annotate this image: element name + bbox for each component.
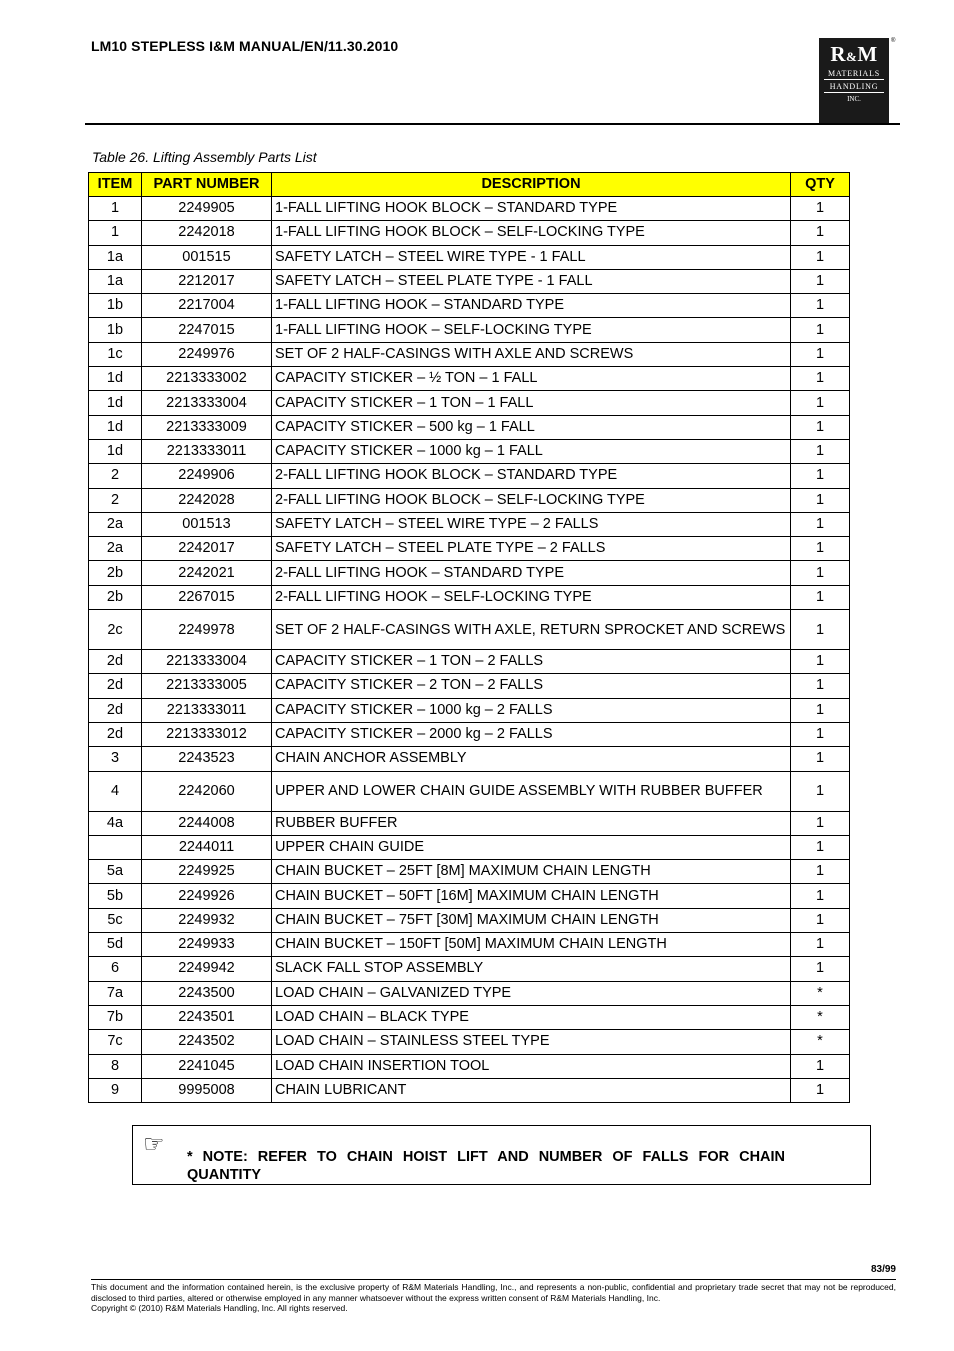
logo-handling: HANDLING	[829, 82, 879, 91]
table-row	[89, 1054, 850, 1078]
qty-cell: 1	[791, 650, 850, 674]
part-number-cell: 2243501	[142, 1005, 272, 1029]
part-number-cell: 2213333002	[142, 367, 272, 391]
qty-cell: 1	[791, 415, 850, 439]
item-cell: 4	[89, 771, 142, 811]
part-number-cell: 2243502	[142, 1030, 272, 1054]
description-cell: 1-FALL LIFTING HOOK BLOCK – SELF-LOCKING TYPE	[272, 221, 791, 245]
part-number-cell: 9995008	[142, 1078, 272, 1102]
table-row	[89, 835, 850, 859]
page-number: 83/99	[870, 1264, 896, 1275]
part-number-cell: 2242017	[142, 537, 272, 561]
table-row	[89, 464, 850, 488]
qty-cell: 1	[791, 512, 850, 536]
qty-cell: 1	[791, 1078, 850, 1102]
note-text-continued: QUANTITY	[187, 1167, 262, 1183]
description-cell: 1-FALL LIFTING HOOK BLOCK – STANDARD TYPE	[272, 197, 791, 221]
part-number-cell: 2244011	[142, 835, 272, 859]
table-row	[89, 981, 850, 1005]
item-cell: 8	[89, 1054, 142, 1078]
logo-inc: INC.	[847, 95, 861, 103]
item-cell: 7a	[89, 981, 142, 1005]
part-number-cell: 2213333005	[142, 674, 272, 698]
description-cell: 1-FALL LIFTING HOOK – STANDARD TYPE	[272, 294, 791, 318]
part-number-cell: 2242018	[142, 221, 272, 245]
description-cell: SET OF 2 HALF-CASINGS WITH AXLE AND SCREWS	[272, 342, 791, 366]
table-row	[89, 1005, 850, 1029]
table-row	[89, 561, 850, 585]
description-cell: CAPACITY STICKER – 1000 kg – 1 FALL	[272, 439, 791, 463]
part-number-cell: 001513	[142, 512, 272, 536]
item-cell: 2d	[89, 674, 142, 698]
item-cell: 3	[89, 747, 142, 771]
item-cell: 2b	[89, 561, 142, 585]
table-row	[89, 367, 850, 391]
table-row	[89, 933, 850, 957]
description-cell: SET OF 2 HALF-CASINGS WITH AXLE, RETURN SPROCKET AND SCREWS	[272, 610, 791, 650]
header-item: ITEM	[89, 173, 142, 197]
table-row	[89, 1078, 850, 1102]
table-row	[89, 197, 850, 221]
note-text: * NOTE: REFER TO CHAIN HOIST LIFT AND NUMBER OF FALLS FOR CHAIN	[187, 1149, 786, 1165]
description-cell: SAFETY LATCH – STEEL PLATE TYPE - 1 FALL	[272, 269, 791, 293]
header-part-number: PART NUMBER	[142, 173, 272, 197]
table-row	[89, 269, 850, 293]
part-number-cell: 2212017	[142, 269, 272, 293]
item-cell: 2a	[89, 537, 142, 561]
item-cell: 4a	[89, 811, 142, 835]
table-row	[89, 318, 850, 342]
qty-cell: 1	[791, 342, 850, 366]
item-cell: 2	[89, 488, 142, 512]
description-cell: LOAD CHAIN – GALVANIZED TYPE	[272, 981, 791, 1005]
description-cell: CHAIN BUCKET – 50FT [16M] MAXIMUM CHAIN LENGTH	[272, 884, 791, 908]
part-number-cell: 2242060	[142, 771, 272, 811]
qty-cell: 1	[791, 674, 850, 698]
qty-cell: *	[791, 981, 850, 1005]
table-row	[89, 391, 850, 415]
legal-footer	[91, 1282, 896, 1314]
part-number-cell: 2247015	[142, 318, 272, 342]
description-cell: CAPACITY STICKER – 500 kg – 1 FALL	[272, 415, 791, 439]
part-number-cell: 001515	[142, 245, 272, 269]
description-cell: CAPACITY STICKER – 1 TON – 1 FALL	[272, 391, 791, 415]
item-cell: 1d	[89, 439, 142, 463]
item-cell: 2b	[89, 585, 142, 609]
item-cell: 1a	[89, 269, 142, 293]
description-cell: CHAIN LUBRICANT	[272, 1078, 791, 1102]
table-row	[89, 811, 850, 835]
qty-cell: 1	[791, 464, 850, 488]
part-number-cell: 2267015	[142, 585, 272, 609]
rm-logo	[819, 38, 889, 123]
item-cell: 2c	[89, 610, 142, 650]
qty-cell: 1	[791, 747, 850, 771]
qty-cell: 1	[791, 957, 850, 981]
part-number-cell: 2249933	[142, 933, 272, 957]
description-cell: CHAIN BUCKET – 75FT [30M] MAXIMUM CHAIN LENGTH	[272, 908, 791, 932]
description-cell: RUBBER BUFFER	[272, 811, 791, 835]
table-row	[89, 245, 850, 269]
part-number-cell: 2243500	[142, 981, 272, 1005]
item-cell: 1d	[89, 415, 142, 439]
header-qty: QTY	[791, 173, 850, 197]
table-row	[89, 342, 850, 366]
description-cell: UPPER CHAIN GUIDE	[272, 835, 791, 859]
table-row	[89, 698, 850, 722]
qty-cell: 1	[791, 488, 850, 512]
parts-table	[88, 172, 850, 1103]
table-row	[89, 439, 850, 463]
item-cell: 5b	[89, 884, 142, 908]
qty-cell: 1	[791, 269, 850, 293]
table-row	[89, 650, 850, 674]
description-cell: CHAIN BUCKET – 150FT [50M] MAXIMUM CHAIN LENGTH	[272, 933, 791, 957]
table-row	[89, 908, 850, 932]
qty-cell: 1	[791, 318, 850, 342]
part-number-cell: 2249925	[142, 860, 272, 884]
description-cell: SAFETY LATCH – STEEL PLATE TYPE – 2 FALLS	[272, 537, 791, 561]
description-cell: LOAD CHAIN INSERTION TOOL	[272, 1054, 791, 1078]
part-number-cell: 2249976	[142, 342, 272, 366]
item-cell: 1a	[89, 245, 142, 269]
description-cell: LOAD CHAIN – BLACK TYPE	[272, 1005, 791, 1029]
table-row	[89, 221, 850, 245]
description-cell: 2-FALL LIFTING HOOK – SELF-LOCKING TYPE	[272, 585, 791, 609]
note-box	[132, 1125, 871, 1185]
description-cell: UPPER AND LOWER CHAIN GUIDE ASSEMBLY WITH RUBBER BUFFER	[272, 771, 791, 811]
logo-mark: R&M	[830, 42, 878, 66]
copyright-notice: Copyright © (2010) R&M Materials Handling, Inc. All rights reserved.	[91, 1303, 348, 1313]
description-cell: CAPACITY STICKER – 2 TON – 2 FALLS	[272, 674, 791, 698]
table-row	[89, 884, 850, 908]
description-cell: SLACK FALL STOP ASSEMBLY	[272, 957, 791, 981]
footer-divider	[91, 1279, 896, 1280]
table-row	[89, 771, 850, 811]
registered-mark: ®	[891, 38, 896, 44]
parts-table-body	[89, 197, 850, 1103]
item-cell: 1c	[89, 342, 142, 366]
item-cell: 1b	[89, 294, 142, 318]
document-title: LM10 STEPLESS I&M MANUAL/EN/11.30.2010	[91, 38, 399, 54]
qty-cell: 1	[791, 294, 850, 318]
logo-materials: MATERIALS	[827, 69, 881, 78]
qty-cell: 1	[791, 245, 850, 269]
item-cell: 9	[89, 1078, 142, 1102]
qty-cell: 1	[791, 835, 850, 859]
description-cell: 1-FALL LIFTING HOOK – SELF-LOCKING TYPE	[272, 318, 791, 342]
description-cell: LOAD CHAIN – STAINLESS STEEL TYPE	[272, 1030, 791, 1054]
part-number-cell: 2243523	[142, 747, 272, 771]
qty-cell: 1	[791, 811, 850, 835]
part-number-cell: 2244008	[142, 811, 272, 835]
description-cell: CHAIN BUCKET – 25FT [8M] MAXIMUM CHAIN LENGTH	[272, 860, 791, 884]
part-number-cell: 2242021	[142, 561, 272, 585]
qty-cell: 1	[791, 933, 850, 957]
description-cell: CAPACITY STICKER – 2000 kg – 2 FALLS	[272, 722, 791, 746]
item-cell: 2d	[89, 722, 142, 746]
item-cell	[89, 835, 142, 859]
table-row	[89, 488, 850, 512]
item-cell: 1b	[89, 318, 142, 342]
item-cell: 1d	[89, 391, 142, 415]
qty-cell: 1	[791, 771, 850, 811]
table-row	[89, 1030, 850, 1054]
qty-cell: 1	[791, 698, 850, 722]
table-row	[89, 747, 850, 771]
part-number-cell: 2213333004	[142, 650, 272, 674]
part-number-cell: 2217004	[142, 294, 272, 318]
description-cell: CAPACITY STICKER – 1000 kg – 2 FALLS	[272, 698, 791, 722]
description-cell: 2-FALL LIFTING HOOK BLOCK – STANDARD TYPE	[272, 464, 791, 488]
part-number-cell: 2213333009	[142, 415, 272, 439]
qty-cell: 1	[791, 860, 850, 884]
description-cell: SAFETY LATCH – STEEL WIRE TYPE - 1 FALL	[272, 245, 791, 269]
table-row	[89, 294, 850, 318]
description-cell: CHAIN ANCHOR ASSEMBLY	[272, 747, 791, 771]
qty-cell: 1	[791, 537, 850, 561]
qty-cell: *	[791, 1030, 850, 1054]
description-cell: 2-FALL LIFTING HOOK – STANDARD TYPE	[272, 561, 791, 585]
table-row	[89, 415, 850, 439]
description-cell: CAPACITY STICKER – ½ TON – 1 FALL	[272, 367, 791, 391]
qty-cell: 1	[791, 884, 850, 908]
qty-cell: 1	[791, 585, 850, 609]
item-cell: 1	[89, 221, 142, 245]
part-number-cell: 2249978	[142, 610, 272, 650]
table-row	[89, 957, 850, 981]
table-row	[89, 512, 850, 536]
item-cell: 5d	[89, 933, 142, 957]
table-row	[89, 860, 850, 884]
item-cell: 5a	[89, 860, 142, 884]
table-header-row	[89, 173, 850, 197]
qty-cell: 1	[791, 197, 850, 221]
part-number-cell: 2249932	[142, 908, 272, 932]
part-number-cell: 2249906	[142, 464, 272, 488]
qty-cell: 1	[791, 908, 850, 932]
item-cell: 2d	[89, 698, 142, 722]
item-cell: 1d	[89, 367, 142, 391]
part-number-cell: 2242028	[142, 488, 272, 512]
table-row	[89, 610, 850, 650]
table-row	[89, 537, 850, 561]
qty-cell: *	[791, 1005, 850, 1029]
part-number-cell: 2213333012	[142, 722, 272, 746]
table-caption: Table 26. Lifting Assembly Parts List	[92, 149, 317, 165]
part-number-cell: 2249942	[142, 957, 272, 981]
item-cell: 1	[89, 197, 142, 221]
description-cell: SAFETY LATCH – STEEL WIRE TYPE – 2 FALLS	[272, 512, 791, 536]
part-number-cell: 2249926	[142, 884, 272, 908]
qty-cell: 1	[791, 1054, 850, 1078]
item-cell: 6	[89, 957, 142, 981]
description-cell: CAPACITY STICKER – 1 TON – 2 FALLS	[272, 650, 791, 674]
item-cell: 7c	[89, 1030, 142, 1054]
pointing-hand-icon: ☞	[143, 1131, 165, 1158]
qty-cell: 1	[791, 722, 850, 746]
part-number-cell: 2213333004	[142, 391, 272, 415]
header-divider	[85, 123, 900, 125]
qty-cell: 1	[791, 561, 850, 585]
qty-cell: 1	[791, 221, 850, 245]
header-description: DESCRIPTION	[272, 173, 791, 197]
item-cell: 2d	[89, 650, 142, 674]
table-row	[89, 585, 850, 609]
legal-notice: This document and the information contained herein, is the exclusive property of R&M Materials Handling, Inc., and represents a non-public, confidential and proprietary trade secret that may not be reproduced, disclosed to third parties, altered or otherwise employed in any manner whatsoever without the express written consent of R&M Materials Handling, Inc.	[91, 1282, 896, 1303]
description-cell: 2-FALL LIFTING HOOK BLOCK – SELF-LOCKING TYPE	[272, 488, 791, 512]
qty-cell: 1	[791, 439, 850, 463]
table-row	[89, 722, 850, 746]
item-cell: 5c	[89, 908, 142, 932]
item-cell: 2a	[89, 512, 142, 536]
qty-cell: 1	[791, 610, 850, 650]
part-number-cell: 2241045	[142, 1054, 272, 1078]
part-number-cell: 2249905	[142, 197, 272, 221]
table-row	[89, 674, 850, 698]
part-number-cell: 2213333011	[142, 698, 272, 722]
qty-cell: 1	[791, 391, 850, 415]
item-cell: 7b	[89, 1005, 142, 1029]
part-number-cell: 2213333011	[142, 439, 272, 463]
qty-cell: 1	[791, 367, 850, 391]
item-cell: 2	[89, 464, 142, 488]
